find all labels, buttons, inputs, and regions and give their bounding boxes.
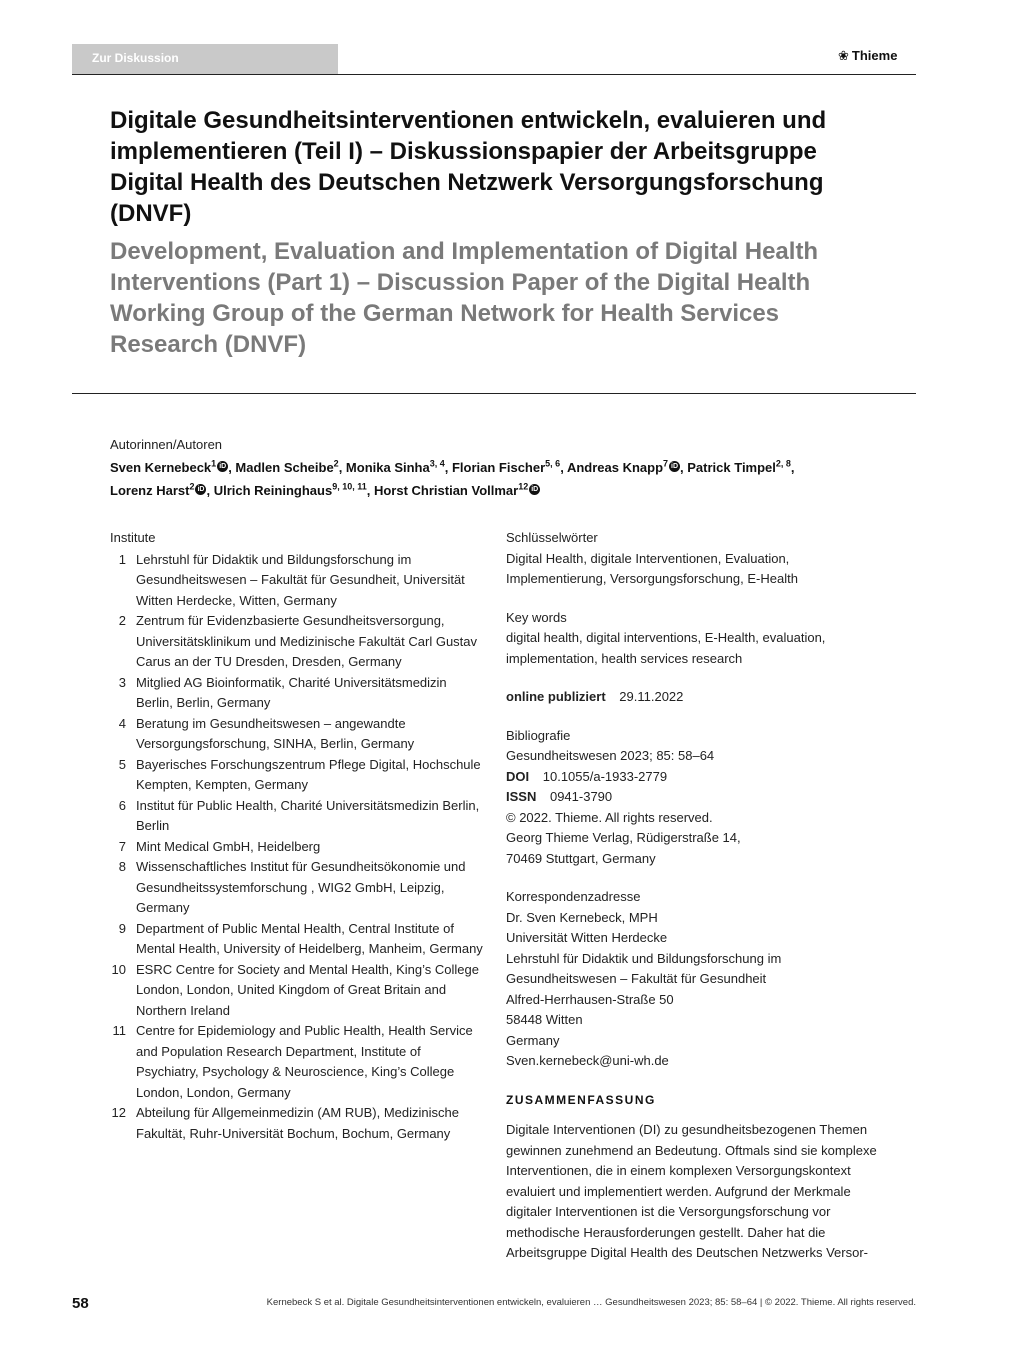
doi-line xyxy=(506,767,886,788)
institute-number: 11 xyxy=(112,1023,126,1038)
author-affiliation-sup: 3, 4 xyxy=(429,459,445,469)
institute-item xyxy=(110,837,485,858)
institute-number: 6 xyxy=(118,797,126,813)
bibliography-journal: Gesundheitswesen 2023; 85: 58–64 xyxy=(506,748,715,763)
author-separator: , xyxy=(790,460,795,476)
institute-number: 7 xyxy=(118,838,126,854)
correspondence-section xyxy=(506,887,886,1072)
author-affiliation-sup: 12 xyxy=(518,481,529,492)
author-entry xyxy=(687,460,794,475)
issn-label: ISSN xyxy=(506,789,537,804)
author-entry xyxy=(110,483,214,498)
author-affiliation-sup: 1 xyxy=(211,459,217,469)
keywords-en-text: digital health, digital interventions, E-Health, evaluation, implementation, health services research xyxy=(506,630,826,666)
author-affiliation-sup: 5, 6 xyxy=(545,459,561,469)
institutes-section xyxy=(110,528,485,1144)
institute-text: Wissenschaftliches Institut für Gesundheitsökonomie und Gesundheitssystemforschung , WIG2 GmbH, Leipzig, Germany xyxy=(136,859,466,915)
correspondence-line: Dr. Sven Kernebeck, MPH xyxy=(506,909,658,925)
online-label: online publiziert xyxy=(506,689,606,704)
author-separator: , xyxy=(366,482,374,498)
category-banner xyxy=(72,44,338,74)
institute-number: 1 xyxy=(118,551,126,567)
online-published xyxy=(506,687,886,708)
author-separator: , xyxy=(228,460,236,476)
correspondence-line: Germany xyxy=(506,1032,560,1048)
institute-text: Abteilung für Allgemeinmedizin (AM RUB), Medizinische Fakultät, Ruhr-Universität Bochum, Bochum, Germany xyxy=(136,1105,459,1141)
institute-number: 3 xyxy=(118,674,126,690)
bibliography-heading: Bibliografie xyxy=(506,727,571,743)
online-date: 29.11.2022 xyxy=(619,689,684,704)
institute-item xyxy=(110,960,485,1022)
institutes-list xyxy=(110,550,485,1145)
institutes-heading: Institute xyxy=(110,530,156,545)
institute-text: Bayerisches Forschungszentrum Pflege Digital, Hochschule Kempten, Kempten, Germany xyxy=(136,756,481,792)
doi-value: 10.1055/a-1933-2779 xyxy=(542,768,668,784)
page-number: 58 xyxy=(72,1295,89,1312)
institute-item xyxy=(110,755,485,796)
orcid-icon[interactable]: iD xyxy=(531,485,539,493)
institute-number: 12 xyxy=(111,1105,126,1120)
institute-item xyxy=(110,857,485,919)
institute-number: 10 xyxy=(111,961,126,977)
author-entry xyxy=(235,460,346,475)
author-name: Horst Christian Vollmar xyxy=(373,482,519,498)
author-separator: , xyxy=(444,460,452,476)
title-divider xyxy=(72,393,916,394)
issn-value: 0941-3790 xyxy=(549,789,613,804)
publisher-name: Thieme xyxy=(851,48,898,63)
author-entry xyxy=(374,483,540,498)
thieme-logo-icon: ❀ xyxy=(838,48,849,63)
bibliography-section xyxy=(506,726,886,870)
authors-label: Autorinnen/Autoren xyxy=(110,437,223,452)
institute-text: Zentrum für Evidenzbasierte Gesundheitsversorgung, Universitätsklinikum und Medizinische Fakultät Carl Gustav Carus an der TU Dresden, Dresden, Germany xyxy=(136,613,478,669)
issn-line xyxy=(506,787,886,808)
correspondence-line: Universität Witten Herdecke xyxy=(506,930,668,945)
institute-text: Department of Public Mental Health, Central Institute of Mental Health, University of Heidelberg, Manheim, Germany xyxy=(136,920,483,956)
correspondence-heading: Korrespondenzadresse xyxy=(506,889,641,904)
correspondence-line: Alfred-Herrhausen-Straße 50 xyxy=(506,991,674,1007)
author-name: Lorenz Harst xyxy=(110,482,190,498)
orcid-icon[interactable]: iD xyxy=(219,463,227,471)
institute-text: Mitglied AG Bioinformatik, Charité Universitätsmedizin Berlin, Berlin, Germany xyxy=(136,674,447,710)
author-separator: , xyxy=(338,460,346,476)
footer-citation: Kernebeck S et al. Digitale Gesundheitsinterventionen entwickeln, evaluieren … Gesundheitswesen 2023; 85: 58–64 | © 2022. Thieme. All rights reserved. xyxy=(266,1297,916,1308)
author-name: Andreas Knapp xyxy=(566,460,664,476)
correspondence-line: 58448 Witten xyxy=(506,1012,583,1027)
publisher-logo xyxy=(838,48,897,64)
institute-item xyxy=(110,611,485,673)
institute-number: 4 xyxy=(118,715,126,731)
keywords-de-section xyxy=(506,528,886,590)
institute-number: 2 xyxy=(118,613,126,628)
doi-label: DOI xyxy=(506,768,530,784)
institute-number: 8 xyxy=(118,859,126,874)
abstract-section xyxy=(506,1090,886,1264)
institute-text: Institut für Public Health, Charité Universitätsmedizin Berlin, Berlin xyxy=(136,797,480,833)
institute-item xyxy=(110,550,485,612)
author-list xyxy=(110,455,850,500)
author-affiliation-sup: 2 xyxy=(333,459,339,469)
author-name: Sven Kernebeck xyxy=(110,460,212,476)
author-affiliation-sup: 7 xyxy=(663,459,669,469)
institute-text: ESRC Centre for Society and Mental Health, King’s College London, London, United Kingdom of Great Britain and Northern Ireland xyxy=(136,961,479,1018)
author-affiliation-sup: 2, 8 xyxy=(775,459,791,469)
institute-item xyxy=(110,796,485,837)
orcid-icon[interactable]: iD xyxy=(197,485,205,493)
orcid-icon[interactable]: iD xyxy=(671,463,679,471)
keywords-en-heading: Key words xyxy=(506,609,567,625)
title-english: Development, Evaluation and Implementation of Digital Health Interventions (Part 1) – Discussion Paper of the Digital Health Working Group of the German Network for Health Services Research (DNVF) xyxy=(110,238,819,358)
abstract-text: Digitale Interventionen (DI) zu gesundheitsbezogenen Themen gewinnen zunehmend an Bedeutung. Oftmals sind sie komplexe Interventionen, die in einem komplexen Versorgungskontext evaluiert und implementiert werden. Aufgrund der Merkmale digitaler Interventionen ist die Versorgungsforschung vor methodische Herausforderungen gestellt. Daher hat die Arbeitsgruppe Digital Health des Deutschen Netzwerks Versor- xyxy=(506,1122,877,1260)
institute-item xyxy=(110,919,485,960)
author-separator: , xyxy=(560,460,567,476)
author-name: Ulrich Reininghaus xyxy=(213,482,333,498)
institute-item xyxy=(110,1103,485,1144)
author-name: Florian Fischer xyxy=(451,460,546,476)
author-separator: , xyxy=(680,460,688,476)
institute-text: Lehrstuhl für Didaktik und Bildungsforschung im Gesundheitswesen – Fakultät für Gesundheit, Universität Witten Herdecke, Witten, Germany xyxy=(136,551,465,608)
institute-number: 5 xyxy=(118,756,126,772)
institute-item xyxy=(110,673,485,714)
institute-text: Centre for Epidemiology and Public Health, Health Service and Population Research Department, Institute of Psychiatry, Psychology & Neuroscience, King’s College London, London, Germany xyxy=(136,1023,473,1100)
keywords-en-section xyxy=(506,608,886,670)
author-affiliation-sup: 9, 10, 11 xyxy=(332,481,367,492)
copyright-line: © 2022. Thieme. All rights reserved. xyxy=(506,809,713,825)
institute-item xyxy=(110,1021,485,1103)
author-entry xyxy=(452,460,567,475)
institute-item xyxy=(110,714,485,755)
publisher-address-2: 70469 Stuttgart, Germany xyxy=(506,850,656,866)
institute-text: Beratung im Gesundheitswesen – angewandte Versorgungsforschung, SINHA, Berlin, Germany xyxy=(136,715,415,751)
author-entry xyxy=(567,460,687,475)
correspondence-line: Lehrstuhl für Didaktik und Bildungsforschung im Gesundheitswesen – Fakultät für Gesundheit xyxy=(506,950,782,986)
author-name: Monika Sinha xyxy=(345,460,430,476)
keywords-de-heading: Schlüsselwörter xyxy=(506,530,598,545)
header-divider xyxy=(72,74,916,75)
author-affiliation-sup: 2 xyxy=(189,481,195,492)
author-entry xyxy=(346,460,452,475)
metadata-column xyxy=(506,528,886,1264)
category-label: Zur Diskussion xyxy=(92,51,179,65)
keywords-de-text: Digital Health, digitale Interventionen, Evaluation, Implementierung, Versorgungsforschung, E-Health xyxy=(506,550,798,586)
institute-text: Mint Medical GmbH, Heidelberg xyxy=(136,838,321,854)
author-name: Madlen Scheibe xyxy=(235,460,334,476)
author-entry xyxy=(214,483,374,498)
title-german: Digitale Gesundheitsinterventionen entwickeln, evaluieren und implementieren (Teil I) – Diskussionspapier der Arbeitsgruppe Digital Health des Deutschen Netzwerk Versorgungsforschung (DNVF) xyxy=(110,107,827,227)
author-entry xyxy=(110,460,235,475)
publisher-address-1: Georg Thieme Verlag, Rüdigerstraße 14, xyxy=(506,830,741,845)
correspondence-email: Sven.kernebeck@uni-wh.de xyxy=(506,1053,669,1068)
abstract-heading: ZUSAMMENFASSUNG xyxy=(506,1092,656,1107)
institute-number: 9 xyxy=(118,920,126,936)
author-separator: , xyxy=(206,482,214,498)
author-name: Patrick Timpel xyxy=(687,460,776,476)
